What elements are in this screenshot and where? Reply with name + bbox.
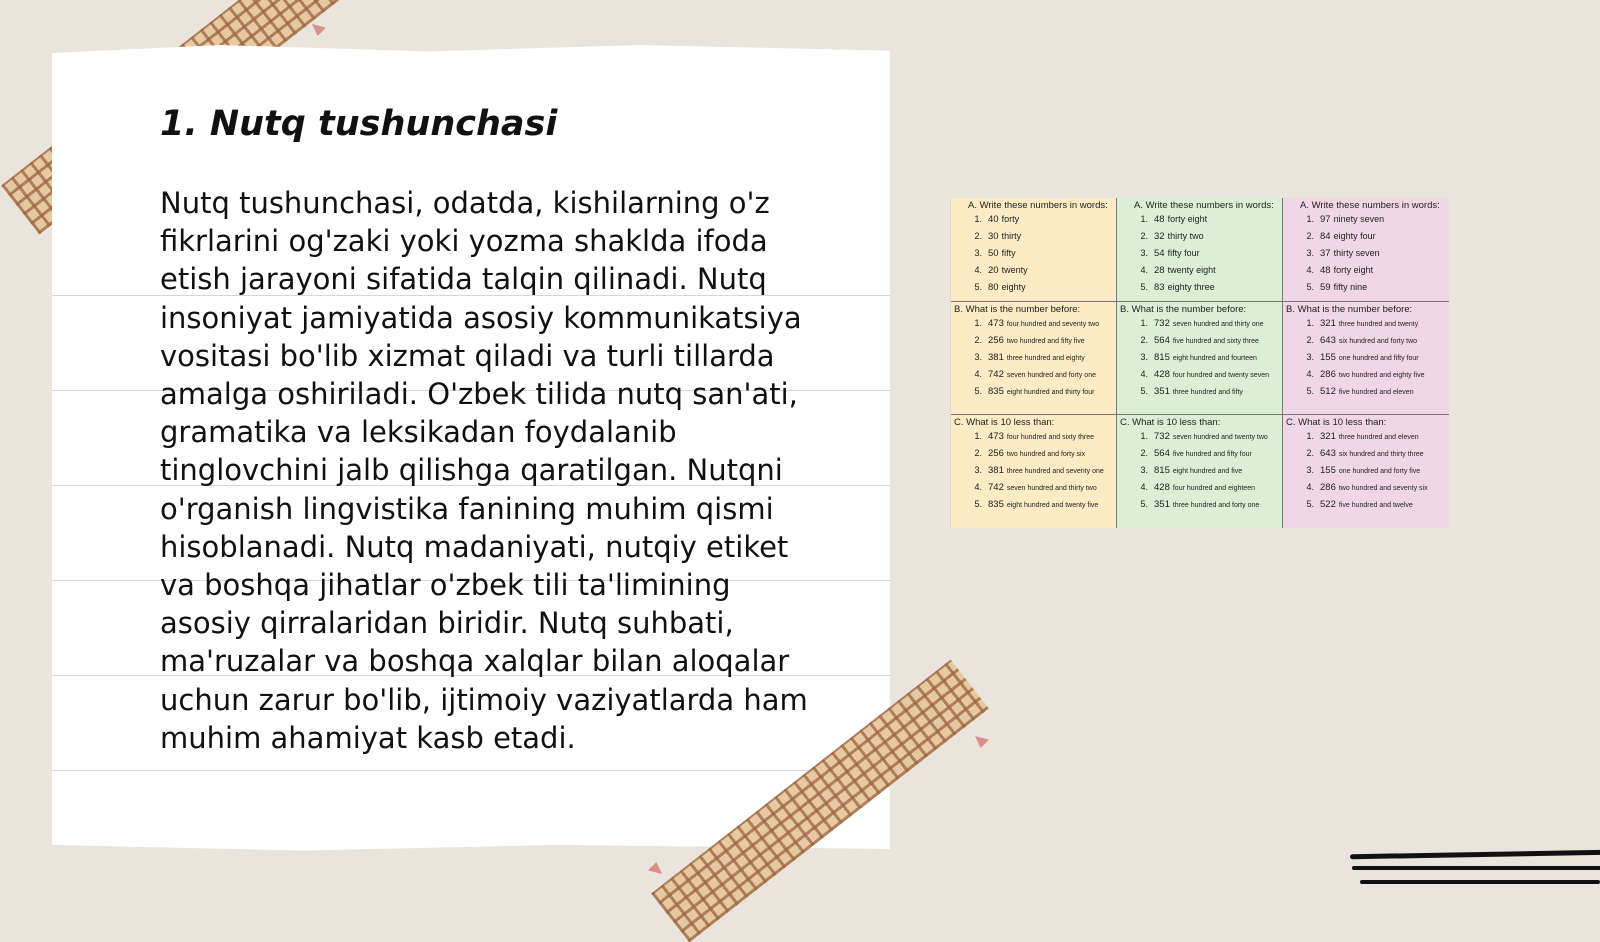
- worksheet-row-value: 742: [988, 369, 1004, 381]
- worksheet-row: [954, 265, 1113, 282]
- worksheet-row: [954, 431, 1113, 448]
- worksheet-cell-heading: A. Write these numbers in words:: [1134, 200, 1274, 211]
- worksheet-row-value: 835: [988, 499, 1004, 511]
- worksheet-row: [954, 386, 1113, 403]
- worksheet-row-answer: thirty two: [1167, 231, 1204, 241]
- worksheet-row-answer: seven hundred and thirty two: [1006, 485, 1097, 493]
- worksheet-row: [954, 352, 1113, 369]
- worksheet-row-answer: one hundred and forty five: [1338, 468, 1421, 476]
- worksheet-row-value: 815: [1154, 465, 1170, 477]
- worksheet-row-number: 3.: [1306, 352, 1314, 363]
- worksheet-row-answer: six hundred and forty two: [1338, 338, 1418, 346]
- worksheet-cell-heading: C. What is 10 less than:: [1286, 417, 1387, 429]
- slide-title: 1. Nutq tushunchasi: [160, 104, 558, 144]
- worksheet-row-answer: eight hundred and five: [1172, 468, 1243, 476]
- worksheet-cell-heading: B. What is the number before:: [1120, 304, 1247, 316]
- numbers-worksheet-image: [950, 198, 1449, 528]
- worksheet-row-number: 1.: [1306, 431, 1314, 442]
- worksheet-row-answer: twenty eight: [1167, 265, 1216, 275]
- worksheet-row-answer: ninety seven: [1333, 214, 1385, 224]
- worksheet-row: [1286, 282, 1446, 299]
- worksheet-row: [1120, 482, 1279, 499]
- worksheet-row-number: 1.: [974, 431, 982, 442]
- worksheet-row: [1120, 386, 1279, 403]
- worksheet-row: [1286, 335, 1446, 352]
- worksheet-row-number: 3.: [1140, 248, 1148, 258]
- worksheet-row-answer: eighty three: [1167, 282, 1215, 292]
- worksheet-row-answer: three hundred and twenty: [1338, 321, 1419, 329]
- worksheet-row: [954, 369, 1113, 386]
- worksheet-row-value: 20: [988, 265, 999, 276]
- worksheet-row-answer: three hundred and forty one: [1172, 502, 1260, 510]
- worksheet-row-answer: seven hundred and thirty one: [1172, 321, 1264, 329]
- worksheet-row-number: 1.: [1140, 318, 1148, 329]
- worksheet-row-number: 3.: [974, 248, 982, 258]
- worksheet-row-answer: forty: [1001, 214, 1020, 224]
- worksheet-row-answer: eight hundred and thirty four: [1006, 389, 1095, 397]
- worksheet-row-answer: fifty four: [1167, 248, 1200, 258]
- worksheet-row: [954, 318, 1113, 335]
- worksheet-cell: [1117, 302, 1283, 415]
- worksheet-cell-heading: A. Write these numbers in words:: [1300, 200, 1440, 211]
- worksheet-row-value: 473: [988, 431, 1004, 443]
- worksheet-row: [1120, 248, 1279, 265]
- worksheet-row-answer: two hundred and fifty five: [1006, 338, 1085, 346]
- worksheet-row: [1286, 318, 1446, 335]
- worksheet-row-value: 59: [1320, 282, 1331, 293]
- worksheet-row: [954, 335, 1113, 352]
- worksheet-row-number: 5.: [1306, 499, 1314, 510]
- worksheet-row-number: 4.: [1306, 265, 1314, 275]
- worksheet-row-answer: eighty four: [1333, 231, 1376, 241]
- worksheet-cell-heading: A. Write these numbers in words:: [968, 200, 1108, 211]
- worksheet-row-number: 1.: [1306, 318, 1314, 329]
- worksheet-row-number: 1.: [1140, 431, 1148, 442]
- worksheet-row-value: 732: [1154, 318, 1170, 330]
- decorative-brush-stroke: [1350, 850, 1600, 860]
- worksheet-row-answer: thirty: [1001, 231, 1022, 241]
- worksheet-row: [1286, 431, 1446, 448]
- worksheet-row: [1120, 335, 1279, 352]
- worksheet-row: [1286, 448, 1446, 465]
- worksheet-row: [954, 282, 1113, 299]
- worksheet-row-answer: four hundred and seventy two: [1006, 321, 1100, 329]
- worksheet-row-number: 1.: [974, 318, 982, 329]
- worksheet-row-number: 4.: [1140, 369, 1148, 380]
- worksheet-row-number: 3.: [1306, 465, 1314, 476]
- worksheet-row-answer: two hundred and forty six: [1006, 451, 1086, 459]
- worksheet-row: [1120, 318, 1279, 335]
- worksheet-row: [1286, 214, 1446, 231]
- worksheet-row-number: 3.: [974, 465, 982, 476]
- worksheet-row-number: 5.: [1306, 282, 1314, 292]
- worksheet-cell: [951, 198, 1117, 302]
- worksheet-row-answer: three hundred and eleven: [1338, 434, 1419, 442]
- tape-end-decoration: [648, 862, 662, 874]
- worksheet-row-value: 321: [1320, 431, 1336, 443]
- worksheet-row-value: 522: [1320, 499, 1336, 511]
- worksheet-row: [1286, 265, 1446, 282]
- paper-rule: [52, 770, 890, 771]
- worksheet-row-value: 83: [1154, 282, 1165, 293]
- worksheet-row: [954, 482, 1113, 499]
- worksheet-row: [1120, 214, 1279, 231]
- worksheet-row-value: 428: [1154, 482, 1170, 494]
- worksheet-row: [1120, 352, 1279, 369]
- worksheet-row-value: 97: [1320, 214, 1331, 225]
- worksheet-row-value: 30: [988, 231, 999, 242]
- worksheet-row-number: 1.: [974, 214, 982, 224]
- worksheet-row: [1286, 231, 1446, 248]
- worksheet-row-value: 643: [1320, 448, 1336, 460]
- worksheet-cell: [951, 415, 1117, 528]
- worksheet-row-answer: five hundred and sixty three: [1172, 338, 1259, 346]
- worksheet-row-answer: two hundred and seventy six: [1338, 485, 1428, 493]
- worksheet-row: [1286, 352, 1446, 369]
- worksheet-row-number: 2.: [974, 448, 982, 459]
- worksheet-row-number: 2.: [1306, 335, 1314, 346]
- worksheet-row-value: 48: [1154, 214, 1165, 225]
- worksheet-row-value: 643: [1320, 335, 1336, 347]
- worksheet-row-answer: fifty: [1001, 248, 1016, 258]
- worksheet-row-number: 4.: [1306, 369, 1314, 380]
- worksheet-row-value: 351: [1154, 386, 1170, 398]
- worksheet-row: [1120, 369, 1279, 386]
- worksheet-row-value: 40: [988, 214, 999, 225]
- worksheet-row-answer: five hundred and eleven: [1338, 389, 1414, 397]
- worksheet-row-answer: seven hundred and forty one: [1006, 372, 1096, 380]
- worksheet-row-value: 473: [988, 318, 1004, 330]
- worksheet-row-number: 1.: [1306, 214, 1314, 224]
- worksheet-cell-heading: C. What is 10 less than:: [954, 417, 1055, 429]
- worksheet-row-answer: five hundred and twelve: [1338, 502, 1413, 510]
- worksheet-row-answer: three hundred and fifty: [1172, 389, 1243, 397]
- worksheet-row-answer: forty eight: [1333, 265, 1374, 275]
- worksheet-row: [1120, 231, 1279, 248]
- worksheet-row: [954, 465, 1113, 482]
- worksheet-row-value: 286: [1320, 482, 1336, 494]
- worksheet-row: [954, 214, 1113, 231]
- worksheet-row-number: 4.: [974, 265, 982, 275]
- worksheet-cell-heading: B. What is the number before:: [954, 304, 1081, 316]
- worksheet-row-answer: fifty nine: [1333, 282, 1368, 292]
- worksheet-row-value: 80: [988, 282, 999, 293]
- worksheet-row-number: 4.: [1140, 265, 1148, 275]
- worksheet-row-value: 742: [988, 482, 1004, 494]
- worksheet-row-number: 2.: [1140, 448, 1148, 459]
- worksheet-row-answer: eight hundred and fourteen: [1172, 355, 1257, 363]
- worksheet-row-answer: eight hundred and twenty five: [1006, 502, 1099, 510]
- worksheet-row: [954, 499, 1113, 516]
- worksheet-row-value: 815: [1154, 352, 1170, 364]
- worksheet-cell: [951, 302, 1117, 415]
- worksheet-row-number: 5.: [1140, 499, 1148, 510]
- worksheet-row-answer: three hundred and seventy one: [1006, 468, 1104, 476]
- worksheet-row-number: 2.: [974, 335, 982, 346]
- worksheet-row-value: 286: [1320, 369, 1336, 381]
- worksheet-row-answer: twenty: [1001, 265, 1028, 275]
- worksheet-row-value: 381: [988, 352, 1004, 364]
- worksheet-row-number: 2.: [1306, 231, 1314, 241]
- worksheet-row-answer: five hundred and fifty four: [1172, 451, 1252, 459]
- worksheet-row: [1286, 369, 1446, 386]
- worksheet-row-answer: six hundred and thirty three: [1338, 451, 1424, 459]
- worksheet-row: [954, 248, 1113, 265]
- worksheet-row: [1286, 248, 1446, 265]
- worksheet-cell: [1283, 198, 1449, 302]
- worksheet-row-answer: one hundred and fifty four: [1338, 355, 1419, 363]
- worksheet-row: [1286, 499, 1446, 516]
- worksheet-row: [954, 448, 1113, 465]
- worksheet-row-value: 351: [1154, 499, 1170, 511]
- worksheet-row-number: 5.: [974, 386, 982, 397]
- worksheet-row-value: 155: [1320, 465, 1336, 477]
- worksheet-row-number: 5.: [974, 282, 982, 292]
- worksheet-row-value: 37: [1320, 248, 1331, 259]
- worksheet-row: [1120, 499, 1279, 516]
- worksheet-row-number: 3.: [1140, 465, 1148, 476]
- worksheet-row-value: 428: [1154, 369, 1170, 381]
- worksheet-cell-heading: C. What is 10 less than:: [1120, 417, 1221, 429]
- worksheet-row: [1120, 448, 1279, 465]
- worksheet-row-answer: four hundred and sixty three: [1006, 434, 1095, 442]
- worksheet-row-value: 50: [988, 248, 999, 259]
- worksheet-row-number: 1.: [1140, 214, 1148, 224]
- worksheet-cell-heading: B. What is the number before:: [1286, 304, 1413, 316]
- worksheet-row-number: 3.: [1140, 352, 1148, 363]
- worksheet-row-number: 4.: [1306, 482, 1314, 493]
- worksheet-row-value: 564: [1154, 448, 1170, 460]
- worksheet-row-number: 5.: [1306, 386, 1314, 397]
- tape-end-decoration: [975, 736, 989, 748]
- worksheet-row-value: 835: [988, 386, 1004, 398]
- worksheet-cell: [1283, 415, 1449, 528]
- worksheet-cell: [1283, 302, 1449, 415]
- worksheet-row: [1286, 465, 1446, 482]
- decorative-brush-stroke: [1360, 880, 1600, 884]
- worksheet-row: [1286, 386, 1446, 403]
- worksheet-row-number: 4.: [974, 482, 982, 493]
- worksheet-row-answer: forty eight: [1167, 214, 1208, 224]
- worksheet-row-value: 732: [1154, 431, 1170, 443]
- worksheet-row-number: 5.: [1140, 282, 1148, 292]
- worksheet-row-answer: four hundred and eighteen: [1172, 485, 1255, 493]
- worksheet-row-value: 84: [1320, 231, 1331, 242]
- worksheet-row-number: 2.: [1306, 448, 1314, 459]
- worksheet-row-number: 4.: [974, 369, 982, 380]
- worksheet-row: [1286, 482, 1446, 499]
- worksheet-row-value: 32: [1154, 231, 1165, 242]
- worksheet-row-number: 4.: [1140, 482, 1148, 493]
- worksheet-row-number: 2.: [974, 231, 982, 241]
- worksheet-cell: [1117, 415, 1283, 528]
- worksheet-row-value: 256: [988, 448, 1004, 460]
- slide-body-text: Nutq tushunchasi, odatda, kishilarning o'z fikrlarini og'zaki yoki yozma shaklda ifoda etish jarayoni sifatida talqin qilinadi. Nutq insoniyat jamiyatida asosiy kommunikatsiya vositasi bo'lib xizmat qiladi va turli tillarda amalga oshiriladi. O'zbek tilida nutq san'ati, gramatika va leksikadan foydalanib tinglovchini jalb qilishga qaratilgan. Nutqni o'rganish lingvistika fanining muhim qismi hisoblanadi. Nutq madaniyati, nutqiy etiket va boshqa jihatlar o'zbek tili ta'limining asosiy qirralaridan biridir. Nutq suhbati, ma'ruzalar va boshqa xalqlar bilan aloqalar uchun zarur bo'lib, ijtimoiy vaziyatlarda ham muhim ahamiyat kasb etadi.: [160, 186, 808, 755]
- worksheet-row: [1120, 465, 1279, 482]
- worksheet-row: [1120, 431, 1279, 448]
- decorative-brush-stroke: [1352, 866, 1600, 870]
- worksheet-row-value: 54: [1154, 248, 1165, 259]
- worksheet-row-answer: thirty seven: [1333, 248, 1380, 258]
- worksheet-row-value: 381: [988, 465, 1004, 477]
- worksheet-row: [1120, 282, 1279, 299]
- worksheet-row-number: 5.: [974, 499, 982, 510]
- tape-end-decoration: [312, 24, 326, 36]
- worksheet-row-value: 256: [988, 335, 1004, 347]
- worksheet-row-value: 28: [1154, 265, 1165, 276]
- worksheet-row-answer: eighty: [1001, 282, 1026, 292]
- worksheet-row-number: 2.: [1140, 231, 1148, 241]
- worksheet-row-value: 48: [1320, 265, 1331, 276]
- worksheet-row-value: 564: [1154, 335, 1170, 347]
- worksheet-row: [1120, 265, 1279, 282]
- worksheet-row-value: 321: [1320, 318, 1336, 330]
- worksheet-row-answer: three hundred and eighty: [1006, 355, 1085, 363]
- worksheet-row-value: 155: [1320, 352, 1336, 364]
- worksheet-row-number: 3.: [974, 352, 982, 363]
- worksheet-row: [954, 231, 1113, 248]
- worksheet-row-answer: two hundred and eighty five: [1338, 372, 1425, 380]
- worksheet-row-number: 2.: [1140, 335, 1148, 346]
- worksheet-row-value: 512: [1320, 386, 1336, 398]
- worksheet-row-number: 5.: [1140, 386, 1148, 397]
- worksheet-row-number: 3.: [1306, 248, 1314, 258]
- worksheet-row-answer: seven hundred and twenty two: [1172, 434, 1268, 442]
- worksheet-cell: [1117, 198, 1283, 302]
- worksheet-row-answer: four hundred and twenty seven: [1172, 372, 1269, 380]
